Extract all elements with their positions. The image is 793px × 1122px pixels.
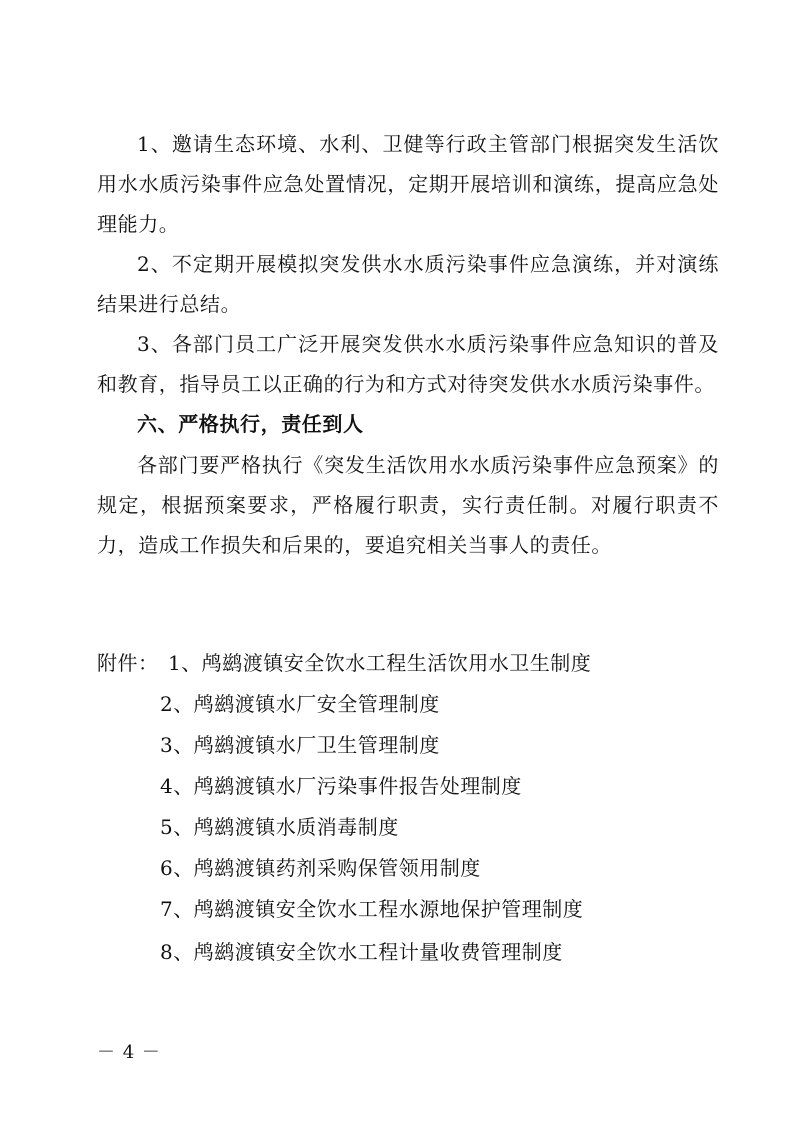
page-number: － 4 － (97, 1042, 161, 1063)
attachment-item: 5、鸬鹚渡镇水质消毒制度 (160, 815, 399, 839)
attachments-label: 附件： (97, 651, 159, 675)
paragraph-responsibility: 各部门要严格执行《突发生活饮用水水质污染事件应急预案》的规定，根据预案要求，严格履行职责，实行责任制。对履行职责不力，造成工作损失和后果的，要追究相关当事人的责任。 (97, 453, 719, 557)
attachment-item: 2、鸬鹚渡镇水厂安全管理制度 (160, 692, 440, 716)
attachment-item: 7、鸬鹚渡镇安全饮水工程水源地保护管理制度 (160, 897, 584, 921)
attachment-item: 3、鸬鹚渡镇水厂卫生管理制度 (160, 733, 440, 757)
paragraph-drills: 2、不定期开展模拟突发供水水质污染事件应急演练，并对演练结果进行总结。 (97, 252, 719, 316)
attachment-item: 8、鸬鹚渡镇安全饮水工程计量收费管理制度 (160, 940, 563, 964)
attachment-item: 1、鸬鹚渡镇安全饮水工程生活饮用水卫生制度 (168, 651, 592, 675)
attachment-item: 4、鸬鹚渡镇水厂污染事件报告处理制度 (160, 774, 522, 798)
paragraph-training: 1、邀请生态环境、水利、卫健等行政主管部门根据突发生活饮用水水质污染事件应急处置情况，定期开展培训和演练，提高应急处理能力。 (97, 132, 719, 236)
paragraph-education: 3、各部门员工广泛开展突发供水水质污染事件应急知识的普及和教育，指导员工以正确的行为和方式对待突发供水水质污染事件。 (97, 332, 719, 396)
section-heading-responsibility: 六、严格执行，责任到人 (137, 412, 364, 436)
attachment-item: 6、鸬鹚渡镇药剂采购保管领用制度 (160, 856, 481, 880)
